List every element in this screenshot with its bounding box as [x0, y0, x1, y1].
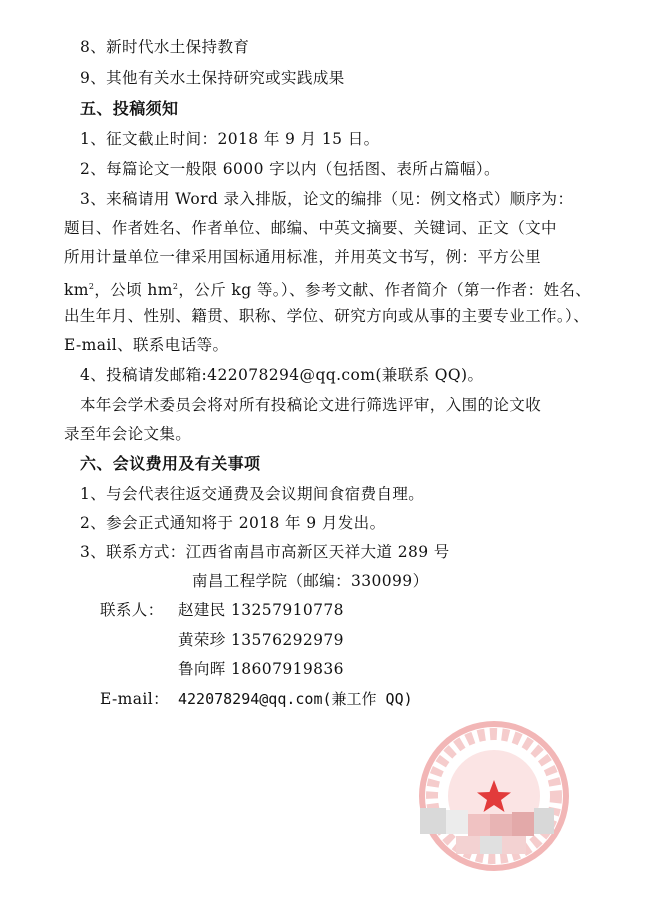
- contact-address-line-1: 3、联系方式：江西省南昌市高新区天祥大道 289 号: [80, 543, 450, 561]
- format-text-line-4-rest: ，公斤 kg 等。）、参考文献、作者简介（第一作者：姓名、: [178, 281, 592, 300]
- unit-km: km: [64, 281, 89, 300]
- notice-date-text: 2、参会正式通知将于 2018 年 9 月发出。: [80, 514, 386, 532]
- contact-person-1: 赵建民 13257910778: [178, 601, 344, 619]
- superscript-2: 2: [172, 282, 179, 291]
- list-item-9: 9、其他有关水土保持研究或实践成果: [80, 69, 345, 87]
- unit-hectare: ，公顷 hm: [94, 281, 173, 300]
- email-label: E-mail：: [100, 690, 169, 708]
- section-heading-5: 五、投稿须知: [80, 99, 179, 118]
- format-text-line-5: 出生年月、性别、籍贯、职称、学位、研究方向或从事的主要专业工作。）、: [64, 307, 590, 325]
- superscript-2: 2: [88, 282, 95, 291]
- deadline-text: 1、征文截止时间：2018 年 9 月 15 日。: [80, 130, 380, 148]
- format-text-line-4: [64, 276, 591, 301]
- format-text-line-2: 题目、作者姓名、作者单位、邮编、中英文摘要、关键词、正文（文中: [64, 219, 557, 237]
- format-text-line-1: 3、来稿请用 Word 录入排版，论文的编排（见：例文格式）顺序为：: [80, 190, 574, 208]
- submission-email-text: 4、投稿请发邮箱:422078294@qq.com(兼联系 QQ)。: [80, 366, 484, 384]
- review-text-line-2: 录至年会论文集。: [64, 425, 192, 443]
- format-text-line-6: E-mail、联系电话等。: [64, 336, 229, 354]
- contact-address-line-2: 南昌工程学院（邮编：330099）: [192, 572, 429, 590]
- length-limit-text: 2、每篇论文一般限 6000 字以内（包括图、表所占篇幅）。: [80, 160, 500, 178]
- official-seal-icon: [416, 718, 572, 874]
- section-heading-6: 六、会议费用及有关事项: [80, 454, 261, 473]
- contact-label: 联系人：: [100, 601, 164, 619]
- review-text-line-1: 本年会学术委员会将对所有投稿论文进行筛选评审，入围的论文收: [80, 396, 542, 414]
- contact-person-3: 鲁向晖 18607919836: [178, 660, 344, 678]
- contact-person-2: 黄荣珍 13576292979: [178, 631, 344, 649]
- format-text-line-3: 所用计量单位一律采用国标通用标准，并用英文书写，例：平方公里: [64, 248, 542, 266]
- expenses-text: 1、与会代表往返交通费及会议期间食宿费自理。: [80, 485, 425, 503]
- list-item-8: 8、新时代水土保持教育: [80, 38, 250, 56]
- email-value: 422078294@qq.com(兼工作 QQ): [178, 690, 413, 708]
